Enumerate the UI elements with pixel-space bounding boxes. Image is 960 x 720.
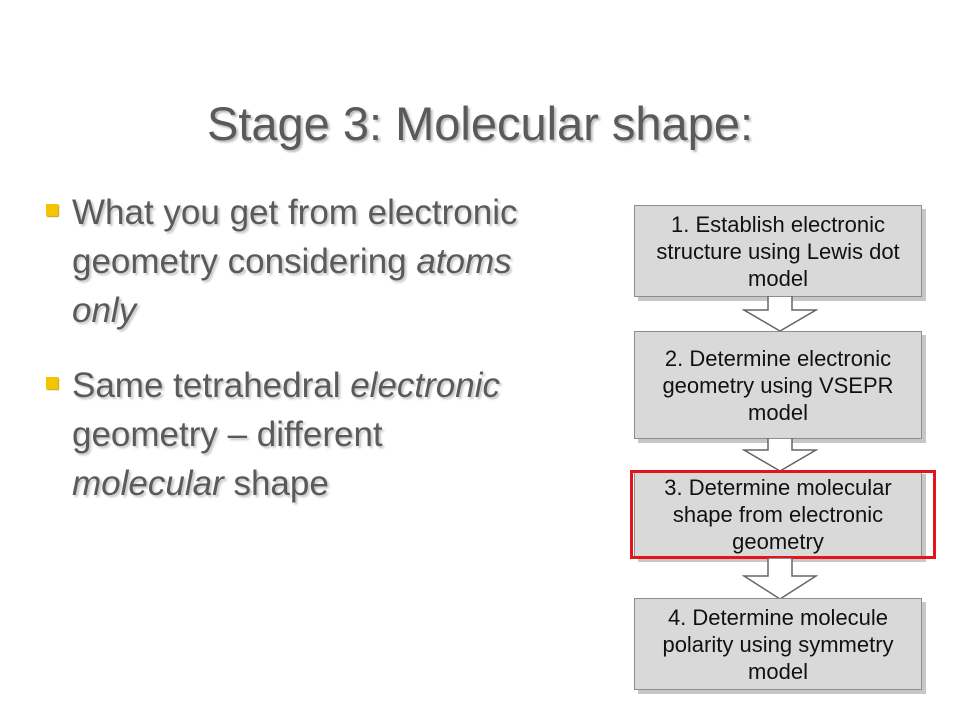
- bullet-1-emphasis-only: only: [72, 291, 137, 330]
- flowchart-step-1: [634, 205, 922, 297]
- step-3-highlight-box: [630, 470, 936, 559]
- bullet-item-2: [42, 361, 632, 508]
- bullet-2-line-1a: Same tetrahedral: [72, 366, 351, 405]
- bullet-2-emphasis-electronic: electronic: [350, 366, 501, 405]
- bullet-list: [42, 188, 632, 534]
- square-bullet-icon: [46, 377, 58, 389]
- bullet-item-1: [42, 188, 632, 335]
- down-arrow-icon: [742, 438, 818, 472]
- step-1-text: 1. Establish electronic structure using Lewis dot model: [656, 211, 900, 291]
- bullet-2-line-2: geometry – different: [72, 415, 383, 454]
- bullet-1-line-2a: geometry considering: [72, 242, 417, 281]
- bullet-1-line-1: What you get from electronic: [72, 193, 518, 232]
- square-bullet-icon: [46, 204, 58, 216]
- step-4-text: 4. Determine molecule polarity using symmetry model: [662, 604, 894, 684]
- slide-title: Stage 3: Molecular shape:: [206, 97, 754, 150]
- bullet-2-line-3b: shape: [223, 464, 329, 503]
- bullet-2-emphasis-molecular: molecular: [72, 464, 224, 503]
- bullet-1-emphasis-atoms: atoms: [416, 242, 512, 281]
- flowchart-step-4: [634, 598, 922, 690]
- flowchart-step-2: [634, 331, 922, 439]
- step-2-text: 2. Determine electronic geometry using VSEPR model: [662, 345, 894, 425]
- step-3-text: 3. Determine molecular shape from electronic geometry: [664, 474, 892, 554]
- down-arrow-icon: [742, 558, 818, 600]
- down-arrow-icon: [742, 296, 818, 332]
